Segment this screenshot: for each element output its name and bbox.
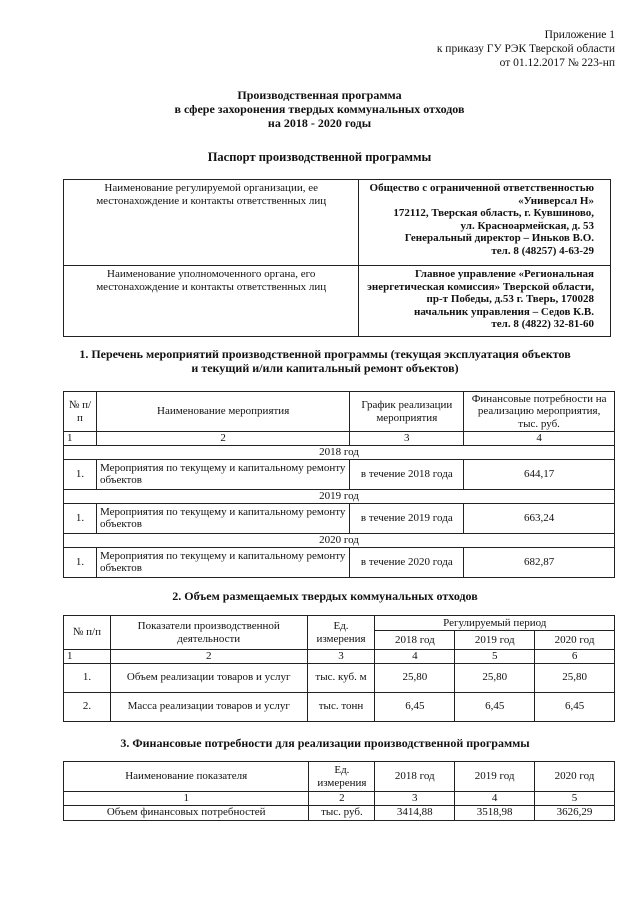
column-number: 2 [309, 792, 375, 806]
title-line-2: в сфере захоронения твердых коммунальных отходов [174, 102, 465, 116]
column-header-name: Наименование мероприятия [96, 392, 349, 432]
column-number: 4 [464, 432, 615, 446]
column-header-2019: 2019 год [455, 631, 535, 650]
year-label: 2020 год [64, 533, 615, 547]
measures-table [63, 391, 615, 578]
indicator-unit: тыс. тонн [307, 692, 375, 721]
column-header-2019: 2019 год [455, 762, 535, 792]
title-line-3: на 2018 - 2020 годы [267, 116, 372, 130]
column-header-unit: Ед. измерения [307, 616, 375, 650]
passport-label-organization: Наименование регулируемой организации, ее местонахождение и контакты ответственных лиц [64, 180, 359, 266]
column-number: 4 [375, 650, 455, 664]
column-number-row [64, 432, 615, 446]
column-header-schedule: График реализации мероприятия [350, 392, 464, 432]
column-number: 4 [455, 792, 535, 806]
year-row [64, 489, 615, 503]
column-header-2020: 2020 год [535, 631, 615, 650]
appendix-label: Приложение 1 [544, 29, 615, 41]
indicator-name: Объем реализации товаров и услуг [110, 663, 307, 692]
table-row [64, 266, 611, 337]
measure-schedule: в течение 2020 года [350, 547, 464, 577]
column-number: 3 [375, 792, 455, 806]
column-number: 2 [96, 432, 349, 446]
table-row [64, 663, 615, 692]
measure-amount: 663,24 [464, 503, 615, 533]
indicator-name: Масса реализации товаров и услуг [110, 692, 307, 721]
column-header-2020: 2020 год [535, 762, 615, 792]
value-2020: 3626,29 [535, 805, 615, 820]
value-2020: 6,45 [535, 692, 615, 721]
passport-label-authority: Наименование уполномоченного органа, его местонахождение и контакты ответственных лиц [64, 266, 359, 337]
year-label: 2019 год [64, 489, 615, 503]
value-2018: 3414,88 [375, 805, 455, 820]
indicator-name: Объем финансовых потребностей [64, 805, 309, 820]
table-row [64, 503, 615, 533]
column-header-name: Наименование показателя [64, 762, 309, 792]
title-line-1: Производственная программа [237, 88, 402, 102]
measure-amount: 682,87 [464, 547, 615, 577]
column-header-2018: 2018 год [375, 631, 455, 650]
section-2-title: 2. Объем размещаемых твердых коммунальных отходов [172, 589, 478, 603]
table-row [64, 180, 611, 266]
table-row [64, 459, 615, 489]
measure-schedule: в течение 2019 года [350, 503, 464, 533]
column-header-unit: Ед. измерения [309, 762, 375, 792]
column-number: 5 [535, 792, 615, 806]
passport-title: Паспорт производственной программы [207, 150, 432, 164]
column-header-indicator: Показатели производственной деятельности [110, 616, 307, 650]
measure-name: Мероприятия по текущему и капитальному ремонту объектов [96, 547, 349, 577]
indicator-unit: тыс. куб. м [307, 663, 375, 692]
row-number: 1. [64, 459, 97, 489]
year-row [64, 533, 615, 547]
volume-table [63, 615, 615, 722]
column-number: 3 [350, 432, 464, 446]
column-number: 1 [64, 650, 111, 664]
section-1-title: 1. Перечень мероприятий производственной программы (текущая эксплуатация объектов и текущий и/или капитальный ремонт объектов) [79, 347, 571, 375]
column-number-row [64, 792, 615, 806]
measure-name: Мероприятия по текущему и капитальному ремонту объектов [96, 503, 349, 533]
value-2020: 25,80 [535, 663, 615, 692]
table-row [64, 547, 615, 577]
column-header-num: № п/п [64, 392, 97, 432]
table-row [64, 805, 615, 820]
column-header-period: Регулируемый период [375, 616, 615, 631]
table-header-row [64, 392, 615, 432]
column-header-num: № п/п [64, 616, 111, 650]
column-header-finance: Финансовые потребности на реализацию мероприятия, тыс. руб. [464, 392, 615, 432]
financial-needs-table [63, 761, 615, 821]
passport-value-authority: Главное управление «Региональная энергетическая комиссия» Тверской области, пр-т Победы, д.53 г. Тверь, 170028 начальник управления – Седов К.В. тел. 8 (4822) 32-81-60 [359, 266, 611, 337]
row-number: 1. [64, 547, 97, 577]
measure-schedule: в течение 2018 года [350, 459, 464, 489]
row-number: 1. [64, 663, 111, 692]
column-number: 2 [110, 650, 307, 664]
value-2019: 25,80 [455, 663, 535, 692]
year-label: 2018 год [64, 445, 615, 459]
measure-name: Мероприятия по текущему и капитальному ремонту объектов [96, 459, 349, 489]
passport-table [63, 179, 611, 337]
table-header-row [64, 762, 615, 792]
passport-value-organization: Общество с ограниченной ответственностью «Универсал Н» 172112, Тверская область, г. Кувшиново, ул. Красноармейская, д. 53 Генеральный директор – Иньков В.О. тел. 8 (48257) 4-63-29 [359, 180, 611, 266]
table-header-row [64, 616, 615, 631]
column-number: 3 [307, 650, 375, 664]
column-number: 6 [535, 650, 615, 664]
order-reference [437, 28, 615, 70]
document-title [0, 88, 639, 130]
value-2018: 25,80 [375, 663, 455, 692]
column-number: 5 [455, 650, 535, 664]
order-issuer: к приказу ГУ РЭК Тверской области [436, 43, 615, 55]
column-number: 1 [64, 432, 97, 446]
measure-amount: 644,17 [464, 459, 615, 489]
column-header-2018: 2018 год [375, 762, 455, 792]
order-date-number: от 01.12.2017 № 223-нп [499, 57, 615, 69]
value-2019: 3518,98 [455, 805, 535, 820]
year-row [64, 445, 615, 459]
value-2018: 6,45 [375, 692, 455, 721]
row-number: 1. [64, 503, 97, 533]
section-3-title: 3. Финансовые потребности для реализации производственной программы [120, 736, 530, 750]
table-row [64, 692, 615, 721]
column-number-row [64, 650, 615, 664]
value-2019: 6,45 [455, 692, 535, 721]
indicator-unit: тыс. руб. [309, 805, 375, 820]
column-number: 1 [64, 792, 309, 806]
row-number: 2. [64, 692, 111, 721]
